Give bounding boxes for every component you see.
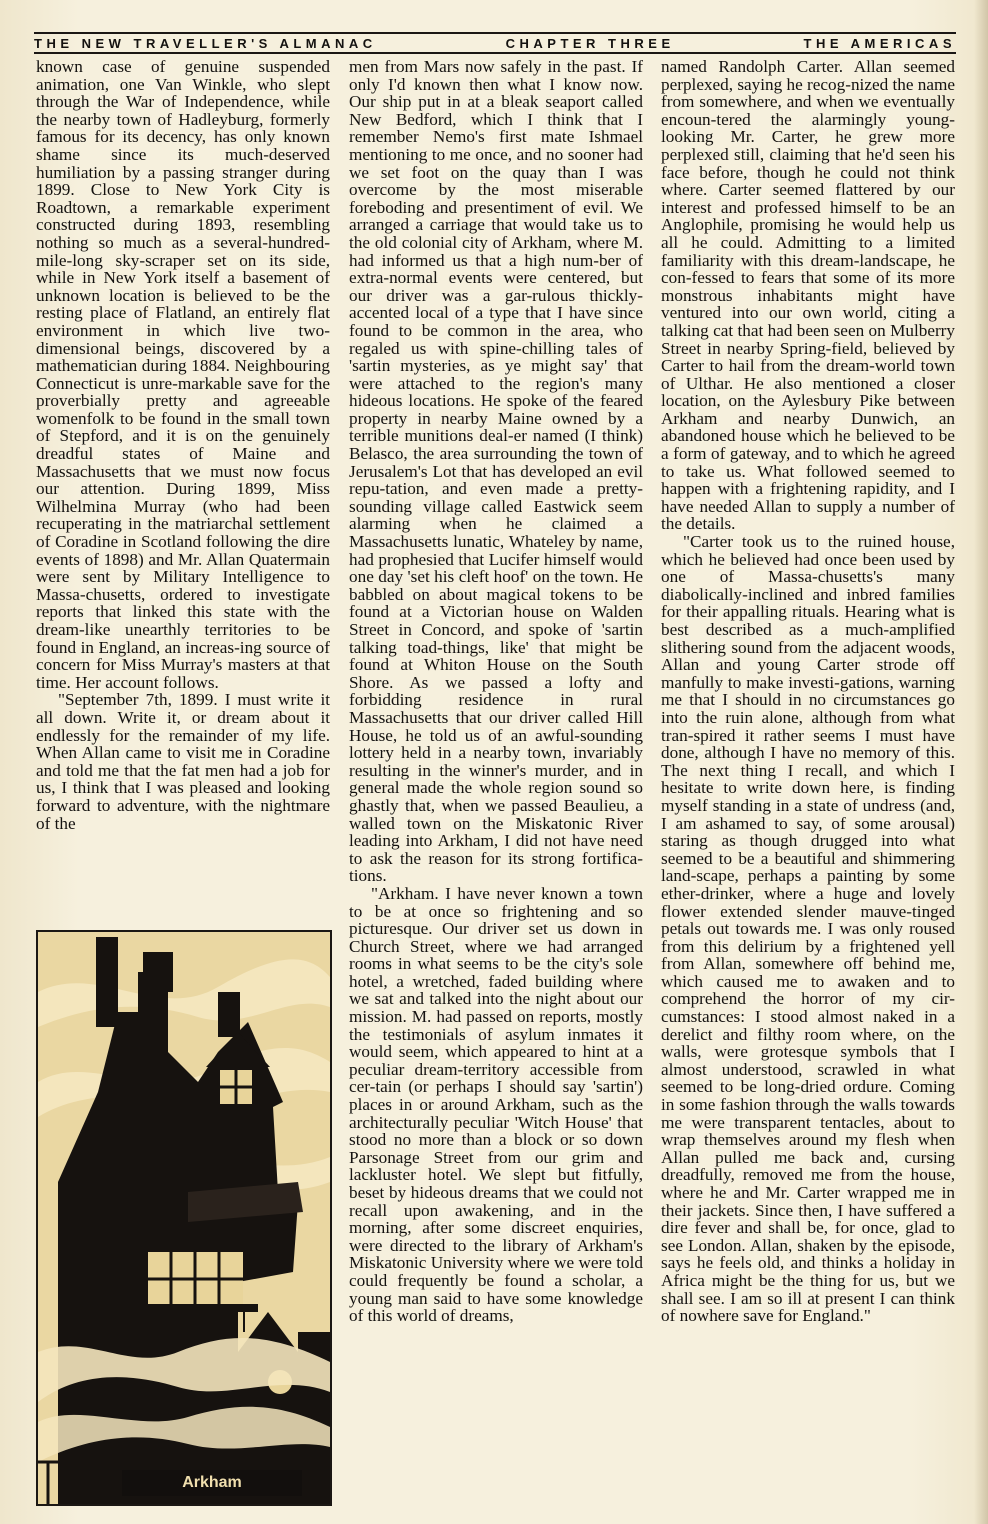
arkham-house-drawing <box>38 932 330 1504</box>
page-binding-shadow <box>974 0 988 1524</box>
paragraph: men from Mars now safely in the past. If only I'd known then what I know now. Our ship put in at a bleak seaport called New Bedford, which I think that I remember Nemo's first mate Ishmael mentioning to me once, and no sooner had we set foot on the quay than I was overcome by the most miserable foreboding and presentiment of evil. We arranged a carriage that would take us to the old colonial city of Arkham, where M. had informed us that a high num-ber of extra-normal events were centered, but our driver was a gar-rulous thickly-accented local of a type that I have since found to be common in the area, who regaled us with spine-chilling tales of 'sartin mysteries, as ye might say' that were attached to the region's many hideous locations. He spoke of the feared property in nearby Maine owned by a terrible munitions deal-er named (I think) Belasco, the area surrounding the town of Jerusalem's Lot that has developed an evil repu-tation, and even made a pretty-sounding village called Eastwick seem alarming when he claimed a Massachusetts lunatic, Whateley by name, had prophesied that Lucifer himself would one day 'set his cleft hoof' on the town. He babbled on about magical tokens to be found at a Victorian house on Walden Street in Concord, and spoke of 'sartin talking toad-things, like' that might be found at Whiton House on the South Shore. As we passed a lofty and forbidding residence in rural Massachusetts that our driver called Hill House, he told us of an awful-sounding lottery held in a nearby town, invariably resulting in the winner's murder, and in general made the whole region sound so ghastly that, when we passed Beaulieu, a walled town on the Miskatonic River leading into Arkham, I did not have need to ask the reason for its strong fortifica-tions. <box>349 57 643 886</box>
arkham-illustration <box>36 930 332 1506</box>
header-chapter: CHAPTER THREE <box>505 35 675 51</box>
paragraph: known case of genuine suspended animation, one Van Winkle, who slept through the War of Independence, while the nearby town of Hadleyburg, formerly famous for its decency, has only known shame since its much-deserved humiliation by a passing stranger during 1899. Close to New York City is Roadtown, a remarkable experiment constructed during 1893, resembling nothing so much as a several-hundred-mile-long sky-scraper set on its side, while in New York itself a basement of unknown location is believed to be the resting place of Flatland, an entirely flat environment in which live two-dimensional beings, discovered by a mathematician during 1884. Neighbouring Connecticut is unre-markable save for the proverbially pretty and agreeable womenfolk to be found in the small town of Stepford, and it is on the genuinely dreadful states of Maine and Massachusetts that we must now focus our attention. During 1899, Miss Wilhelmina Murray (who had been recuperating in the matriarchal settlement of Coradine in Scotland following the dire events of 1898) and Mr. Allan Quatermain were sent by Military Intelligence to Massa-chusetts, ordered to investigate reports that linked this state with the dream-like unearthly territories to be found in England, an increas-ing source of concern for Miss Murray's masters at that time. Her account follows. <box>36 57 330 692</box>
text-column-3 <box>661 58 955 1325</box>
paragraph: named Randolph Carter. Allan seemed perplexed, saying he recog-nized the name from somewhere, and when we eventually encoun-tered the alarmingly young-looking Mr. Carter, he grew more perplexed still, claiming that he'd seen his face before, though he could not think where. Carter seemed flattered by our interest and professed himself to be an Anglophile, promising he would help us all he could. Admitting to a limited familiarity with this dream-landscape, he con-fessed to fears that some of its more monstrous inhabitants might have ventured into our own world, citing a talking cat that had been seen on Mulberry Street in nearby Spring-field, believed by Carter to hail from the dream-world town of Ulthar. He also mentioned a closer location, on the Aylesbury Pike between Arkham and nearby Dunwich, an abandoned house which he believed to be a form of gateway, and to which he agreed to take us. What followed seemed to happen with a frightening rapidity, and I have needed Allan to supply a number of the details. <box>661 57 955 534</box>
paragraph: "Arkham. I have never known a town to be at once so frightening and so picturesque. Our driver set us down in Church Street, where we had arranged rooms in what seems to be the city's sole hotel, a wretched, faded building where we sat and talked into the night about our mission. M. had passed on reports, mostly the testimonials of asylum inmates it would seem, which appeared to hint at a peculiar dream-territory accessible from cer-tain (or perhaps I should say 'sartin') places in or around Arkham, such as the architecturally peculiar 'Witch House' that stood no more than a block or so down Parsonage Street from our grim and lackluster hotel. We slept but fitfully, beset by hideous dreams that we could not recall upon awakening, and in the morning, after some discreet enquiries, were directed to the library of Arkham's Miskatonic University where we were told could frequently be found a scholar, a young man said to have some knowledge of this world of dreams, <box>349 883 643 1326</box>
running-header <box>34 32 956 54</box>
illustration-caption: Arkham <box>122 1470 302 1496</box>
header-section: THE AMERICAS <box>803 35 956 51</box>
paragraph: "Carter took us to the ruined house, which he believed had once been used by one of Massa-chusetts's many diabolically-inclined and inbred families for their appalling rituals. Hearing what is best described as a much-amplified slithering sound from the adjacent woods, Allan and young Carter strode off manfully to make investi-gations, warning me that I should in no circumstances go into the ruin alone, although from what tran-spired it rather seems I must have done, although I have no memory of this. The next thing I recall, and which I hesitate to write down here, is finding myself standing in a state of undress (and, I am ashamed to say, of some arousal) staring as though drugged into what seemed to be a beautiful and shimmering land-scape, perhaps a painting by some ether-drinker, where a huge and lovely flower extended slender mauve-tinged petals out towards me. I was only roused from this delirium by a frightened yell from Allan, somewhere off behind me, which caused me to awaken and to comprehend the horror of my cir-cumstances: I stood almost naked in a derelict and filthy room where, on the walls, were grotesque symbols that I almost understood, scrawled in what seemed to be long-dried ordure. Coming in some fashion through the walls towards me were transparent tentacles, about to wrap themselves around my flesh when Allan pulled me back and, cursing dreadfully, removed me from the house, where he and Mr. Carter wrapped me in their jackets. Since then, I have suffered a dire fever and shall be, for once, glad to see London. Allan, shaken by the episode, says he feels old, and thinks a holiday in Africa might be the thing for us, but we shall see. I am so ill at present I can think of nowhere save for England." <box>661 532 955 1326</box>
text-column-1 <box>36 58 330 832</box>
text-column-2 <box>349 58 643 1325</box>
paragraph: "September 7th, 1899. I must write it all down. Write it, or dream about it endlessly for the remainder of my life. When Allan came to visit me in Coradine and told me that the fat men had a job for us, I think that I was pleased and looking forward to adventure, with the nightmare of the <box>36 690 330 833</box>
header-almanac-title: THE NEW TRAVELLER'S ALMANAC <box>34 35 377 51</box>
